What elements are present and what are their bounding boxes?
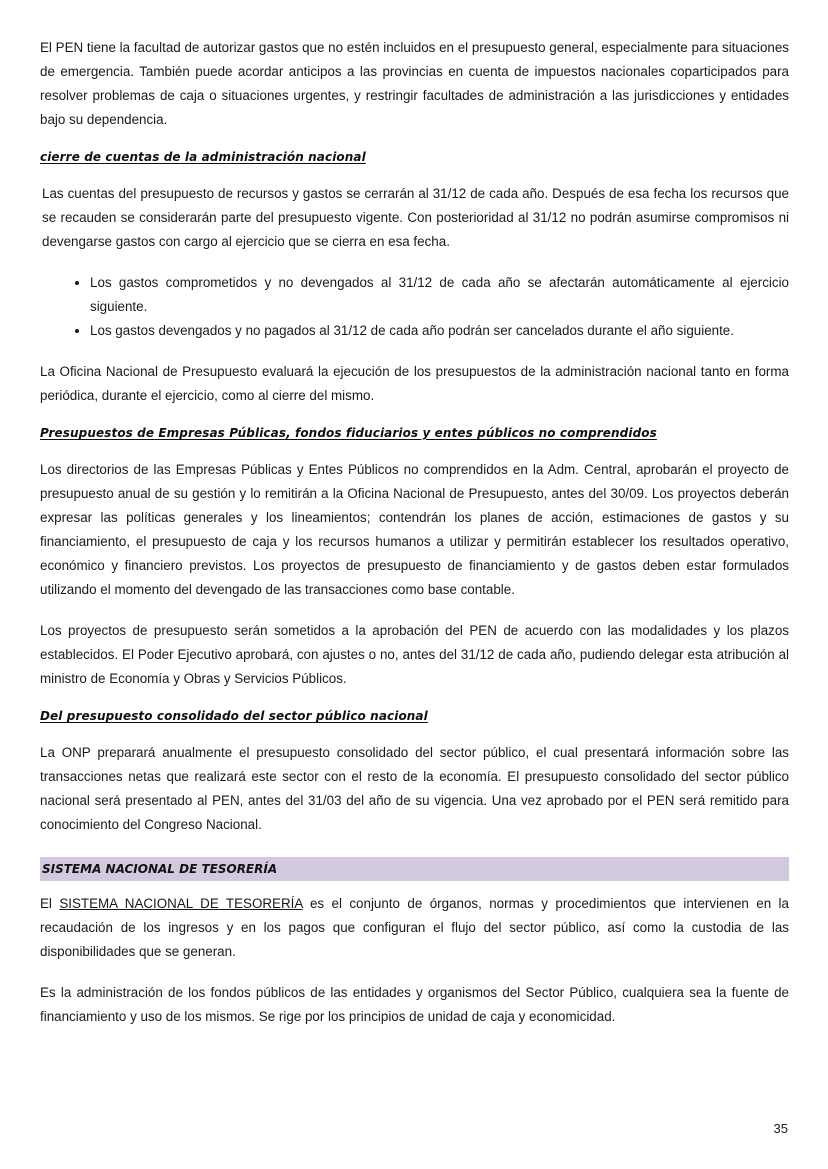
heading-empresas-publicas: Presupuestos de Empresas Públicas, fondos fiduciarios y entes públicos no comprendidos: [40, 426, 657, 440]
heading-cierre-cuentas: cierre de cuentas de la administración nacional: [40, 150, 366, 164]
paragraph-onp-consolidado: La ONP preparará anualmente el presupuesto consolidado del sector público, el cual presentará información sobre las transacciones netas que realizará este sector con el resto de la economía. El presupuesto consolidado del sector público nacional será presentado al PEN, antes del 31/03 del año de su vigencia. Una vez aprobado por el PEN será remitido para conocimiento del Congreso Nacional.: [40, 745, 789, 832]
bullet-list: [40, 271, 789, 343]
document-page: [40, 36, 789, 1029]
paragraph-onp-evaluacion: La Oficina Nacional de Presupuesto evaluará la ejecución de los presupuestos de la administración nacional tanto en forma periódica, durante el ejercicio, como al cierre del mismo.: [40, 364, 789, 403]
paragraph-administracion-fondos: Es la administración de los fondos públicos de las entidades y organismos del Sector Público, cualquiera sea la fuente de financiamiento y uso de los mismos. Se rige por los principios de unidad de caja y economicidad.: [40, 985, 789, 1024]
heading-presupuesto-consolidado: Del presupuesto consolidado del sector público nacional: [40, 709, 428, 723]
paragraph-cierre-cuentas: Las cuentas del presupuesto de recursos y gastos se cerrarán al 31/12 de cada año. Después de esa fecha los recursos que se recauden se considerarán parte del presupuesto vigente. Con posterioridad al 31/12 no podrán asumirse compromisos ni devengarse gastos con cargo al ejercicio que se cierra en esa fecha.: [42, 186, 789, 249]
section-band-tesoreria: SISTEMA NACIONAL DE TESORERÍA: [40, 857, 789, 881]
page-number: 35: [773, 1121, 788, 1136]
text-suffix: es el conjunto de órganos, normas y procedimientos que intervienen en la recaudación de los ingresos y en los pagos que configuran el flujo del sector público, así como la custodia de las disponibilidades que se generan.: [40, 896, 789, 959]
paragraph-proyectos-aprobacion: Los proyectos de presupuesto serán sometidos a la aprobación del PEN de acuerdo con las modalidades y los plazos establecidos. El Poder Ejecutivo aprobará, con ajustes o no, antes del 31/12 de cada año, pudiendo delegar esta atribución al ministro de Economía y Obras y Servicios Públicos.: [40, 623, 789, 686]
list-item: • Los gastos comprometidos y no devengados al 31/12 de cada año se afectarán automáticamente al ejercicio siguiente.: [90, 271, 789, 319]
text-prefix: El: [40, 896, 60, 911]
paragraph-sistema-tesoreria: [40, 892, 789, 964]
list-item: • Los gastos devengados y no pagados al 31/12 de cada año podrán ser cancelados durante el año siguiente.: [90, 319, 789, 343]
paragraph-pen-gastos: El PEN tiene la facultad de autorizar gastos que no estén incluidos en el presupuesto general, especialmente para situaciones de emergencia. También puede acordar anticipos a las provincias en cuenta de impuestos nacionales coparticipados para resolver problemas de caja o situaciones urgentes, y restringir facultades de administración a las jurisdicciones y entidades bajo su dependencia.: [40, 40, 789, 127]
underlined-term: SISTEMA NACIONAL DE TESORERÍA: [59, 896, 303, 911]
paragraph-directorios: Los directorios de las Empresas Públicas y Entes Públicos no comprendidos en la Adm. Central, aprobarán el proyecto de presupuesto anual de su gestión y lo remitirán a la Oficina Nacional de Presupuesto, antes del 30/09. Los proyectos deberán expresar las políticas generales y los lineamientos; contendrán los planes de acción, estimaciones de gastos y su financiamiento, el presupuesto de caja y los recursos humanos a utilizar y permitirán establecer los resultados operativo, económico y financiero previstos. Los proyectos de presupuesto de financiamiento y de gastos deben estar formulados utilizando el momento del devengado de las transacciones como base contable.: [40, 462, 789, 597]
